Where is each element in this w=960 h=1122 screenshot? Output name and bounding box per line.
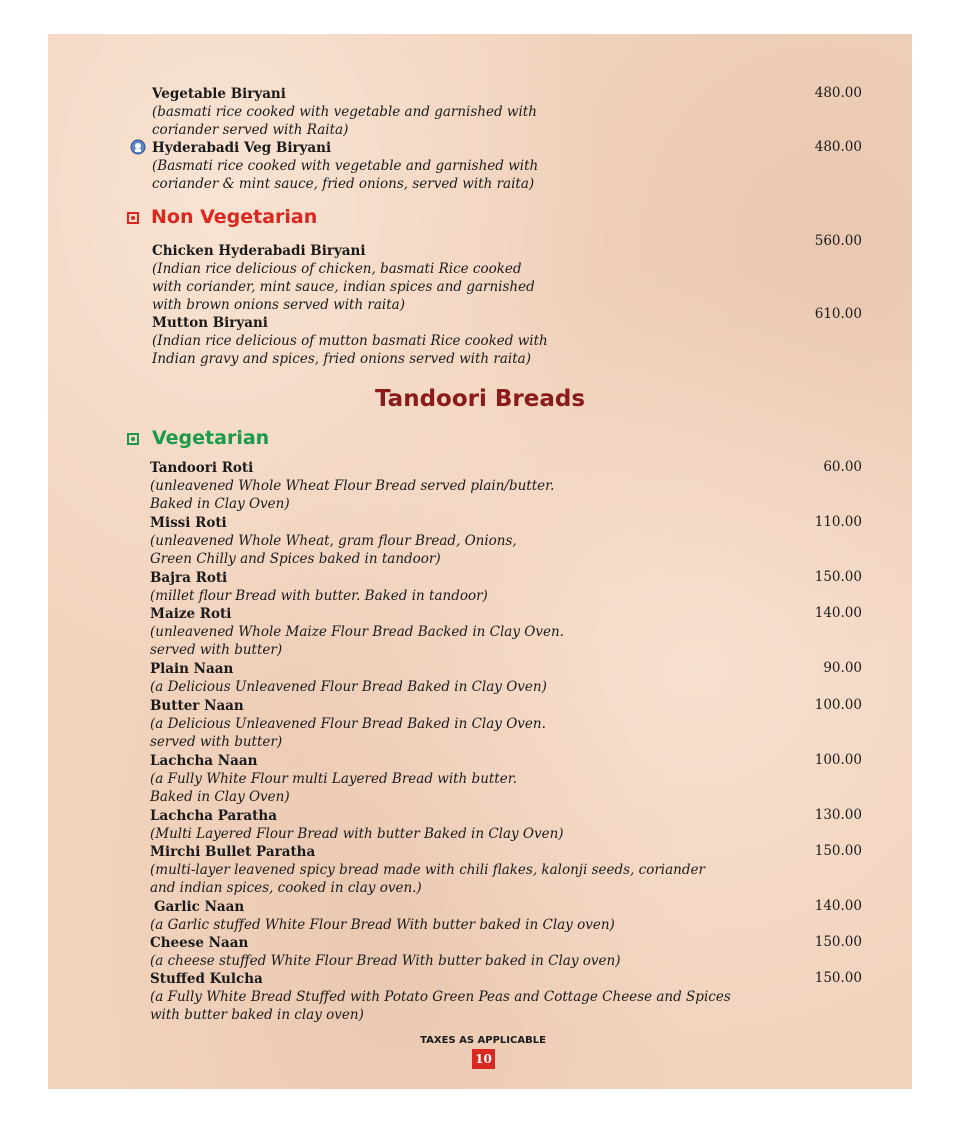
item-description: (Multi Layered Flour Bread with butter Baked in Clay Oven) xyxy=(150,826,564,842)
menu-item-garlic-naan xyxy=(150,898,615,934)
menu-item-vegetable-biryani xyxy=(152,85,537,139)
chef-special-icon xyxy=(130,139,146,155)
item-price: 480.00 xyxy=(814,85,862,101)
menu-item-tandoori-roti xyxy=(150,459,554,513)
menu-item-maize-roti xyxy=(150,605,564,659)
item-price: 480.00 xyxy=(814,139,862,155)
item-name: Vegetable Biryani xyxy=(152,86,286,102)
item-description: (a Delicious Unleavened Flour Bread Baked in Clay Oven) xyxy=(150,679,547,695)
item-description: (Indian rice delicious of chicken, basmati Rice cooked with coriander, mint sauce, indian spices and garnished with brown onions served with raita) xyxy=(152,261,535,313)
item-price: 100.00 xyxy=(814,752,862,768)
item-price: 90.00 xyxy=(823,660,862,676)
item-name: Plain Naan xyxy=(150,661,234,677)
item-name: Missi Roti xyxy=(150,515,227,531)
item-description: (multi-layer leavened spicy bread made with chili flakes, kalonji seeds, coriander and indian spices, cooked in clay oven.) xyxy=(150,862,705,896)
menu-item-lachcha-naan xyxy=(150,752,517,806)
item-description: (a Garlic stuffed White Flour Bread With butter baked in Clay oven) xyxy=(150,917,615,933)
item-description: (Basmati rice cooked with vegetable and garnished with coriander & mint sauce, fried onions, served with raita) xyxy=(152,158,539,192)
menu-item-stuffed-kulcha xyxy=(150,970,731,1024)
item-price: 130.00 xyxy=(814,807,862,823)
item-description: (a cheese stuffed White Flour Bread With butter baked in Clay oven) xyxy=(150,953,621,969)
menu-item-cheese-naan xyxy=(150,934,620,970)
veg-symbol-icon xyxy=(127,433,139,445)
item-price: 140.00 xyxy=(814,605,862,621)
menu-item-plain-naan xyxy=(150,660,547,696)
item-price: 610.00 xyxy=(814,306,862,322)
menu-item-butter-naan xyxy=(150,697,546,751)
item-price: 140.00 xyxy=(814,898,862,914)
menu-item-hyderabadi-veg-biryani xyxy=(152,139,538,193)
item-name: Lachcha Naan xyxy=(150,753,258,769)
taxes-note: TAXES AS APPLICABLE xyxy=(420,1035,546,1046)
item-price: 560.00 xyxy=(814,233,862,249)
item-description: (unleavened Whole Wheat, gram flour Bread, Onions, Green Chilly and Spices baked in tandoor) xyxy=(150,533,517,567)
menu-item-mutton-biryani xyxy=(152,314,548,368)
item-name: Bajra Roti xyxy=(150,570,228,586)
item-price: 110.00 xyxy=(814,514,862,530)
item-name: Garlic Naan xyxy=(154,899,245,915)
menu-item-mirchi-bullet-paratha xyxy=(150,843,705,897)
item-description: (a Fully White Bread Stuffed with Potato Green Peas and Cottage Cheese and Spices with butter baked in clay oven) xyxy=(150,989,731,1023)
veg-heading: Vegetarian xyxy=(152,427,270,449)
item-price: 100.00 xyxy=(814,697,862,713)
non-veg-heading: Non Vegetarian xyxy=(151,206,318,228)
item-description: (unleavened Whole Maize Flour Bread Backed in Clay Oven. served with butter) xyxy=(150,624,564,658)
section-title: Tandoori Breads xyxy=(374,386,586,412)
item-price: 60.00 xyxy=(823,459,862,475)
item-name: Hyderabadi Veg Biryani xyxy=(152,140,332,156)
menu-item-chicken-hyderabadi-biryani xyxy=(152,242,535,314)
item-price: 150.00 xyxy=(814,843,862,859)
item-price: 150.00 xyxy=(814,934,862,950)
item-name: Chicken Hyderabadi Biryani xyxy=(152,243,366,259)
item-description: (basmati rice cooked with vegetable and garnished with coriander served with Raita) xyxy=(152,104,537,138)
item-name: Cheese Naan xyxy=(150,935,249,951)
item-name: Lachcha Paratha xyxy=(150,808,277,824)
item-description: (a Delicious Unleavened Flour Bread Baked in Clay Oven. served with butter) xyxy=(150,716,546,750)
non-veg-symbol-icon xyxy=(127,212,139,224)
menu-item-bajra-roti xyxy=(150,569,488,605)
item-name: Butter Naan xyxy=(150,698,244,714)
item-name: Mirchi Bullet Paratha xyxy=(150,844,316,860)
menu-item-lachcha-paratha xyxy=(150,807,564,843)
item-name: Mutton Biryani xyxy=(152,315,268,331)
item-name: Maize Roti xyxy=(150,606,232,622)
menu-item-missi-roti xyxy=(150,514,517,568)
item-description: (unleavened Whole Wheat Flour Bread served plain/butter. Baked in Clay Oven) xyxy=(150,478,555,512)
item-description: (millet flour Bread with butter. Baked in tandoor) xyxy=(150,588,488,604)
item-price: 150.00 xyxy=(814,970,862,986)
item-name: Stuffed Kulcha xyxy=(150,971,263,987)
item-price: 150.00 xyxy=(814,569,862,585)
item-name: Tandoori Roti xyxy=(150,460,254,476)
item-description: (a Fully White Flour multi Layered Bread with butter. Baked in Clay Oven) xyxy=(150,771,517,805)
item-description: (Indian rice delicious of mutton basmati Rice cooked with Indian gravy and spices, fried onions served with raita) xyxy=(152,333,548,367)
page-number: 10 xyxy=(472,1049,495,1069)
